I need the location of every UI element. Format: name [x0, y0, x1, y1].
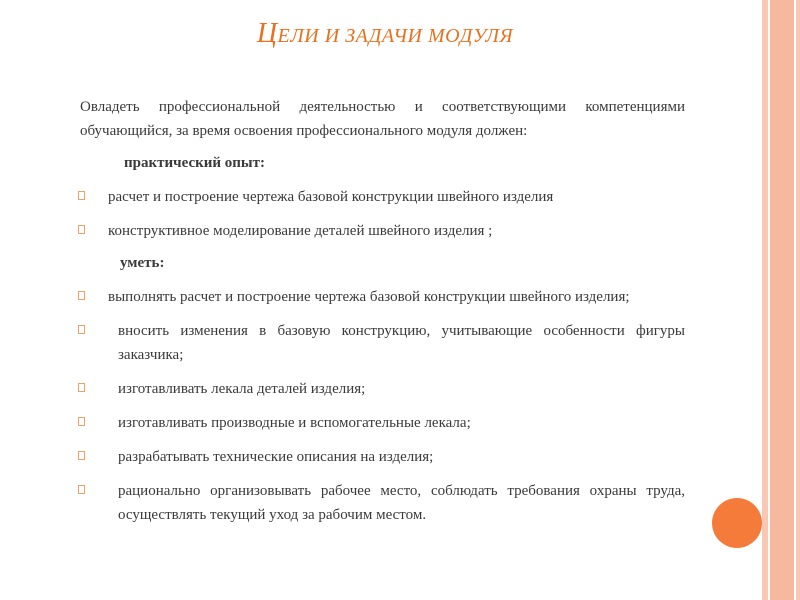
list-item	[80, 445, 685, 469]
slide-title	[0, 18, 770, 50]
square-bullet-icon	[78, 417, 85, 426]
title-rest: ЕЛИ И ЗАДАЧИ МОДУЛЯ	[277, 25, 514, 47]
list-item-text: расчет и построение чертежа базовой конструкции швейного изделия	[108, 189, 554, 205]
decorative-stripe	[796, 0, 800, 600]
skills-heading: уметь:	[120, 255, 165, 271]
intro-paragraph: Овладеть профессиональной деятельностью и соответствующими компетенциями обучающийся, за время освоения профессионального модуля должен:	[80, 99, 685, 139]
decorative-stripe	[770, 0, 794, 600]
list-item-text: вносить изменения в базовую конструкцию, учитывающие особенности фигуры заказчика;	[118, 323, 685, 363]
slide-content	[80, 95, 685, 527]
square-bullet-icon	[78, 225, 85, 234]
list-item-text: изготавливать лекала деталей изделия;	[118, 381, 366, 397]
list-item	[80, 377, 685, 401]
title-initial: Ц	[256, 18, 278, 49]
list-item	[80, 219, 685, 243]
list-item-text: конструктивное моделирование деталей швейного изделия ;	[108, 223, 493, 239]
list-item	[80, 411, 685, 435]
list-item	[80, 319, 685, 367]
experience-heading: практический опыт:	[124, 155, 265, 171]
list-item	[80, 285, 685, 309]
square-bullet-icon	[78, 451, 85, 460]
square-bullet-icon	[78, 325, 85, 334]
orange-circle-icon	[712, 498, 762, 548]
list-item-text: выполнять расчет и построение чертежа базовой конструкции швейного изделия;	[108, 289, 630, 305]
list-item-text: разрабатывать технические описания на изделия;	[118, 449, 434, 465]
decorative-stripe	[762, 0, 768, 600]
square-bullet-icon	[78, 191, 85, 200]
list-item	[80, 479, 685, 527]
square-bullet-icon	[78, 383, 85, 392]
square-bullet-icon	[78, 291, 85, 300]
square-bullet-icon	[78, 485, 85, 494]
list-item-text: изготавливать производные и вспомогательные лекала;	[118, 415, 471, 431]
list-item	[80, 185, 685, 209]
list-item-text: рационально организовывать рабочее место, соблюдать требования охраны труда, осуществлять текущий уход за рабочим местом.	[118, 483, 685, 523]
